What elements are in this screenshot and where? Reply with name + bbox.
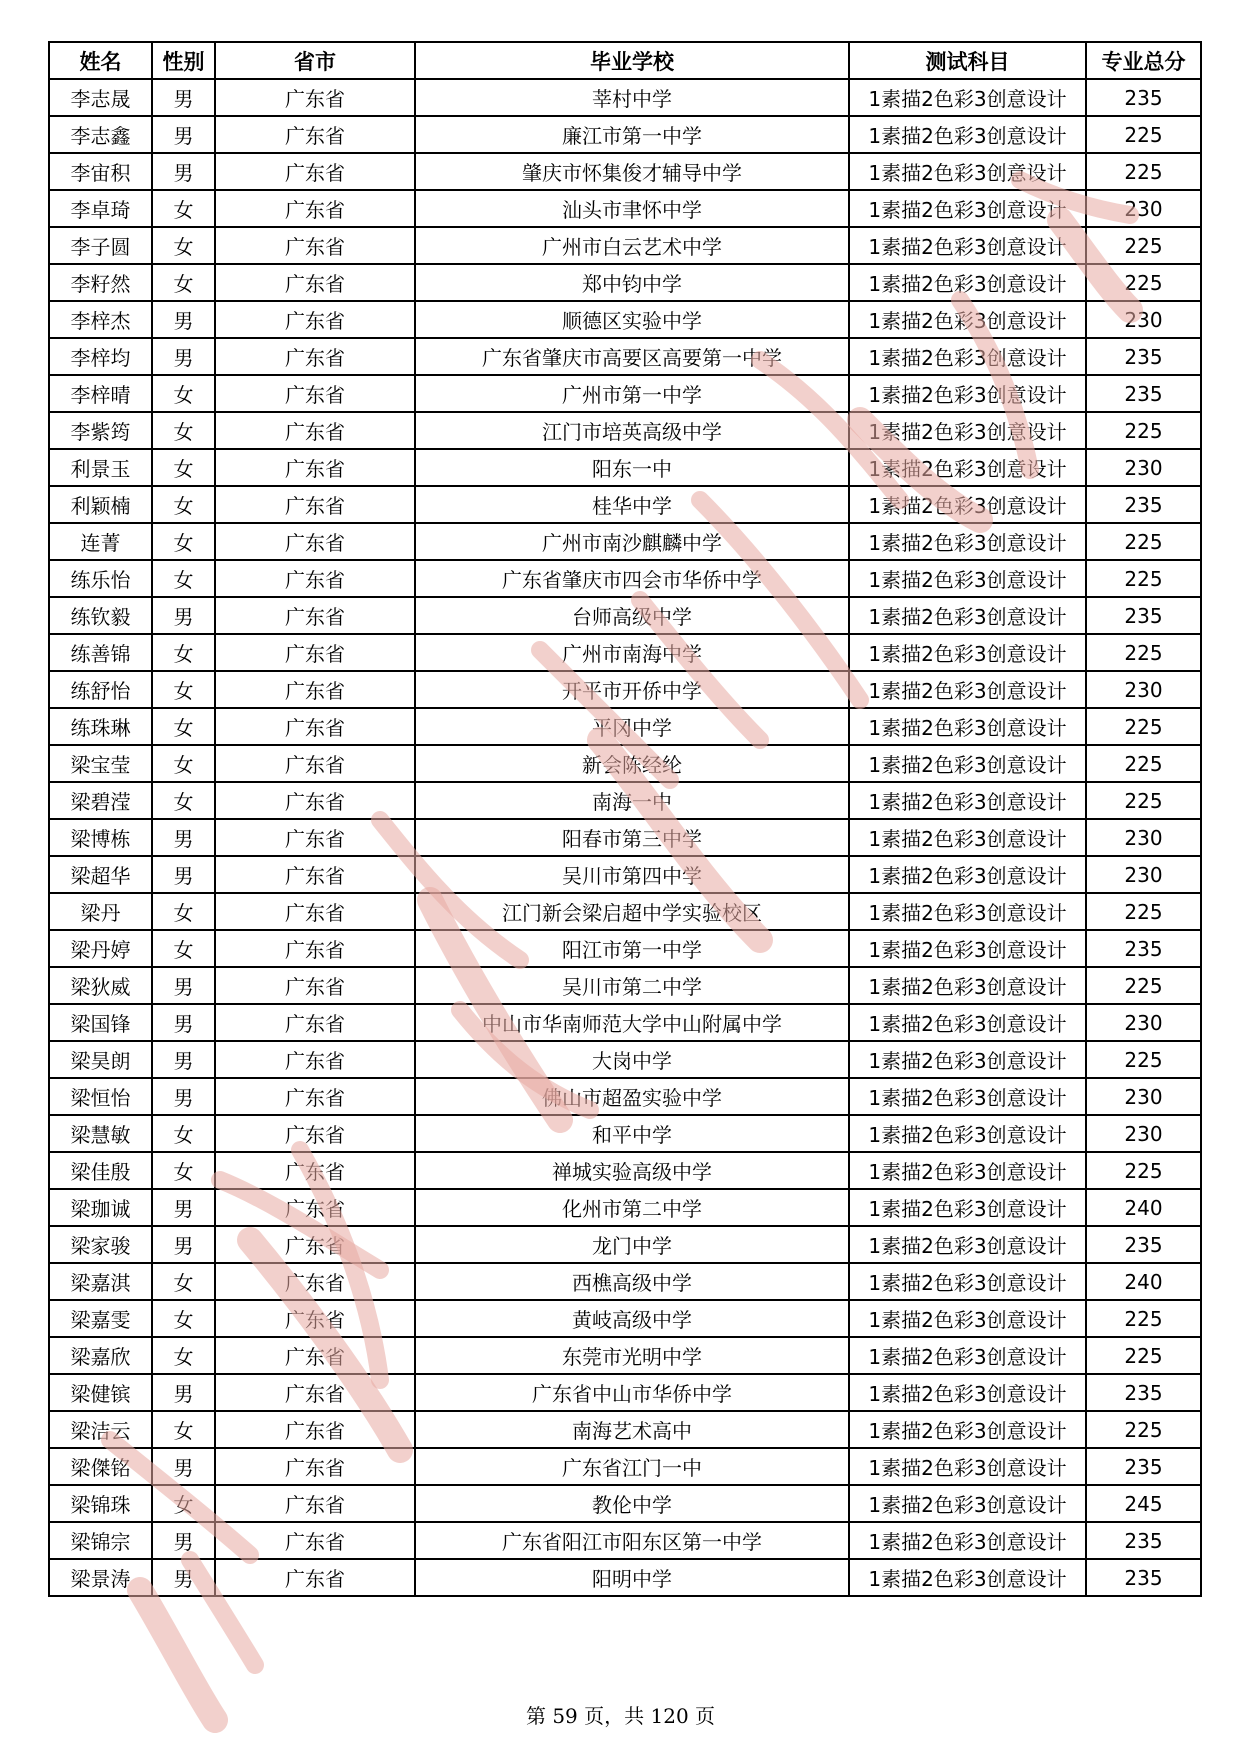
cell-name: 梁锦珠 xyxy=(49,1485,152,1522)
cell-name: 梁家骏 xyxy=(49,1226,152,1263)
cell-subject: 1素描2色彩3创意设计 xyxy=(849,1337,1086,1374)
cell-score: 235 xyxy=(1086,375,1201,412)
cell-gender: 女 xyxy=(152,486,215,523)
cell-province: 广东省 xyxy=(215,1189,415,1226)
cell-school: 广东省阳江市阳东区第一中学 xyxy=(415,1522,849,1559)
cell-province: 广东省 xyxy=(215,967,415,1004)
cell-school: 广州市南海中学 xyxy=(415,634,849,671)
cell-school: 佛山市超盈实验中学 xyxy=(415,1078,849,1115)
cell-score: 225 xyxy=(1086,1041,1201,1078)
cell-name: 李卓琦 xyxy=(49,190,152,227)
header-province: 省市 xyxy=(215,42,415,79)
cell-subject: 1素描2色彩3创意设计 xyxy=(849,893,1086,930)
cell-subject: 1素描2色彩3创意设计 xyxy=(849,1485,1086,1522)
cell-province: 广东省 xyxy=(215,1559,415,1596)
cell-province: 广东省 xyxy=(215,338,415,375)
cell-gender: 女 xyxy=(152,1300,215,1337)
table-row xyxy=(49,930,1201,967)
cell-school: 广州市南沙麒麟中学 xyxy=(415,523,849,560)
table-row xyxy=(49,1411,1201,1448)
cell-name: 梁宝莹 xyxy=(49,745,152,782)
cell-gender: 女 xyxy=(152,1411,215,1448)
cell-subject: 1素描2色彩3创意设计 xyxy=(849,597,1086,634)
cell-school: 阳春市第三中学 xyxy=(415,819,849,856)
cell-name: 梁嘉淇 xyxy=(49,1263,152,1300)
cell-score: 235 xyxy=(1086,1448,1201,1485)
cell-name: 梁狄威 xyxy=(49,967,152,1004)
table-row xyxy=(49,116,1201,153)
cell-school: 廉江市第一中学 xyxy=(415,116,849,153)
table-row xyxy=(49,1078,1201,1115)
cell-subject: 1素描2色彩3创意设计 xyxy=(849,338,1086,375)
table-row xyxy=(49,79,1201,116)
cell-name: 李志晟 xyxy=(49,79,152,116)
cell-gender: 男 xyxy=(152,301,215,338)
cell-score: 225 xyxy=(1086,153,1201,190)
cell-province: 广东省 xyxy=(215,1226,415,1263)
cell-name: 梁博栋 xyxy=(49,819,152,856)
cell-school: 吴川市第四中学 xyxy=(415,856,849,893)
cell-subject: 1素描2色彩3创意设计 xyxy=(849,560,1086,597)
cell-subject: 1素描2色彩3创意设计 xyxy=(849,486,1086,523)
cell-name: 练珠琳 xyxy=(49,708,152,745)
cell-gender: 男 xyxy=(152,1559,215,1596)
table-row xyxy=(49,264,1201,301)
cell-province: 广东省 xyxy=(215,1115,415,1152)
cell-province: 广东省 xyxy=(215,634,415,671)
cell-gender: 男 xyxy=(152,856,215,893)
cell-name: 梁碧滢 xyxy=(49,782,152,819)
cell-province: 广东省 xyxy=(215,930,415,967)
cell-school: 广东省江门一中 xyxy=(415,1448,849,1485)
table-row xyxy=(49,597,1201,634)
cell-score: 240 xyxy=(1086,1263,1201,1300)
cell-province: 广东省 xyxy=(215,1078,415,1115)
cell-score: 225 xyxy=(1086,634,1201,671)
cell-score: 235 xyxy=(1086,597,1201,634)
cell-name: 李子圆 xyxy=(49,227,152,264)
cell-school: 大岗中学 xyxy=(415,1041,849,1078)
cell-score: 225 xyxy=(1086,893,1201,930)
cell-gender: 男 xyxy=(152,1078,215,1115)
cell-province: 广东省 xyxy=(215,190,415,227)
cell-score: 235 xyxy=(1086,1522,1201,1559)
table-row xyxy=(49,190,1201,227)
cell-school: 莘村中学 xyxy=(415,79,849,116)
cell-score: 235 xyxy=(1086,79,1201,116)
cell-gender: 男 xyxy=(152,1004,215,1041)
cell-gender: 女 xyxy=(152,190,215,227)
cell-subject: 1素描2色彩3创意设计 xyxy=(849,449,1086,486)
cell-name: 李梓杰 xyxy=(49,301,152,338)
table-row xyxy=(49,449,1201,486)
cell-name: 利景玉 xyxy=(49,449,152,486)
table-row xyxy=(49,1374,1201,1411)
table-row xyxy=(49,1300,1201,1337)
cell-subject: 1素描2色彩3创意设计 xyxy=(849,301,1086,338)
cell-province: 广东省 xyxy=(215,301,415,338)
cell-score: 225 xyxy=(1086,523,1201,560)
cell-subject: 1素描2色彩3创意设计 xyxy=(849,264,1086,301)
cell-school: 南海一中 xyxy=(415,782,849,819)
admission-roster-table xyxy=(48,41,1202,1597)
cell-score: 225 xyxy=(1086,116,1201,153)
cell-school: 化州市第二中学 xyxy=(415,1189,849,1226)
cell-school: 吴川市第二中学 xyxy=(415,967,849,1004)
header-school: 毕业学校 xyxy=(415,42,849,79)
cell-gender: 男 xyxy=(152,338,215,375)
cell-gender: 女 xyxy=(152,412,215,449)
table-row xyxy=(49,1041,1201,1078)
cell-school: 龙门中学 xyxy=(415,1226,849,1263)
cell-name: 李梓晴 xyxy=(49,375,152,412)
cell-name: 梁健镔 xyxy=(49,1374,152,1411)
cell-gender: 男 xyxy=(152,1448,215,1485)
table-row xyxy=(49,708,1201,745)
cell-school: 阳明中学 xyxy=(415,1559,849,1596)
cell-school: 禅城实验高级中学 xyxy=(415,1152,849,1189)
cell-name: 梁慧敏 xyxy=(49,1115,152,1152)
cell-province: 广东省 xyxy=(215,856,415,893)
table-row xyxy=(49,301,1201,338)
cell-name: 梁锦宗 xyxy=(49,1522,152,1559)
cell-subject: 1素描2色彩3创意设计 xyxy=(849,782,1086,819)
cell-gender: 女 xyxy=(152,893,215,930)
cell-province: 广东省 xyxy=(215,264,415,301)
cell-subject: 1素描2色彩3创意设计 xyxy=(849,375,1086,412)
table-row xyxy=(49,153,1201,190)
cell-score: 225 xyxy=(1086,967,1201,1004)
cell-gender: 男 xyxy=(152,153,215,190)
cell-subject: 1素描2色彩3创意设计 xyxy=(849,856,1086,893)
cell-name: 梁嘉雯 xyxy=(49,1300,152,1337)
cell-score: 235 xyxy=(1086,1374,1201,1411)
cell-name: 梁嘉欣 xyxy=(49,1337,152,1374)
cell-school: 江门市培英高级中学 xyxy=(415,412,849,449)
cell-school: 汕头市聿怀中学 xyxy=(415,190,849,227)
cell-gender: 女 xyxy=(152,449,215,486)
cell-score: 235 xyxy=(1086,338,1201,375)
cell-subject: 1素描2色彩3创意设计 xyxy=(849,967,1086,1004)
cell-score: 230 xyxy=(1086,1078,1201,1115)
cell-score: 235 xyxy=(1086,1559,1201,1596)
cell-school: 中山市华南师范大学中山附属中学 xyxy=(415,1004,849,1041)
cell-score: 230 xyxy=(1086,671,1201,708)
cell-subject: 1素描2色彩3创意设计 xyxy=(849,190,1086,227)
cell-province: 广东省 xyxy=(215,1522,415,1559)
cell-province: 广东省 xyxy=(215,745,415,782)
cell-gender: 男 xyxy=(152,116,215,153)
cell-subject: 1素描2色彩3创意设计 xyxy=(849,1448,1086,1485)
cell-province: 广东省 xyxy=(215,1152,415,1189)
cell-gender: 女 xyxy=(152,523,215,560)
cell-subject: 1素描2色彩3创意设计 xyxy=(849,79,1086,116)
cell-subject: 1素描2色彩3创意设计 xyxy=(849,671,1086,708)
table-row xyxy=(49,227,1201,264)
cell-school: 和平中学 xyxy=(415,1115,849,1152)
cell-province: 广东省 xyxy=(215,1004,415,1041)
cell-subject: 1素描2色彩3创意设计 xyxy=(849,1374,1086,1411)
table-header-row xyxy=(49,42,1201,79)
cell-school: 江门新会梁启超中学实验校区 xyxy=(415,893,849,930)
cell-province: 广东省 xyxy=(215,449,415,486)
table-row xyxy=(49,1189,1201,1226)
cell-score: 230 xyxy=(1086,301,1201,338)
cell-name: 梁丹 xyxy=(49,893,152,930)
header-subject: 测试科目 xyxy=(849,42,1086,79)
table-row xyxy=(49,338,1201,375)
cell-name: 李紫筠 xyxy=(49,412,152,449)
cell-subject: 1素描2色彩3创意设计 xyxy=(849,1263,1086,1300)
cell-name: 连菁 xyxy=(49,523,152,560)
cell-gender: 男 xyxy=(152,819,215,856)
cell-subject: 1素描2色彩3创意设计 xyxy=(849,412,1086,449)
cell-gender: 女 xyxy=(152,227,215,264)
cell-province: 广东省 xyxy=(215,79,415,116)
table-row xyxy=(49,560,1201,597)
cell-school: 广东省肇庆市高要区高要第一中学 xyxy=(415,338,849,375)
cell-school: 开平市开侨中学 xyxy=(415,671,849,708)
cell-province: 广东省 xyxy=(215,375,415,412)
cell-gender: 男 xyxy=(152,967,215,1004)
cell-province: 广东省 xyxy=(215,1411,415,1448)
cell-gender: 女 xyxy=(152,634,215,671)
header-gender: 性别 xyxy=(152,42,215,79)
cell-score: 225 xyxy=(1086,1411,1201,1448)
cell-province: 广东省 xyxy=(215,1041,415,1078)
cell-subject: 1素描2色彩3创意设计 xyxy=(849,1041,1086,1078)
cell-subject: 1素描2色彩3创意设计 xyxy=(849,745,1086,782)
cell-school: 郑中钧中学 xyxy=(415,264,849,301)
header-score: 专业总分 xyxy=(1086,42,1201,79)
cell-name: 梁国锋 xyxy=(49,1004,152,1041)
table-row xyxy=(49,782,1201,819)
table-row xyxy=(49,819,1201,856)
cell-subject: 1素描2色彩3创意设计 xyxy=(849,1522,1086,1559)
cell-school: 桂华中学 xyxy=(415,486,849,523)
cell-score: 225 xyxy=(1086,782,1201,819)
cell-province: 广东省 xyxy=(215,560,415,597)
cell-subject: 1素描2色彩3创意设计 xyxy=(849,930,1086,967)
table-row xyxy=(49,1448,1201,1485)
cell-score: 225 xyxy=(1086,1152,1201,1189)
cell-subject: 1素描2色彩3创意设计 xyxy=(849,227,1086,264)
table-row xyxy=(49,375,1201,412)
cell-name: 李志鑫 xyxy=(49,116,152,153)
cell-score: 240 xyxy=(1086,1189,1201,1226)
cell-subject: 1素描2色彩3创意设计 xyxy=(849,523,1086,560)
cell-gender: 女 xyxy=(152,1337,215,1374)
cell-gender: 男 xyxy=(152,1522,215,1559)
table-row xyxy=(49,1004,1201,1041)
cell-province: 广东省 xyxy=(215,1337,415,1374)
cell-school: 肇庆市怀集俊才辅导中学 xyxy=(415,153,849,190)
cell-gender: 男 xyxy=(152,1374,215,1411)
cell-name: 梁傑铭 xyxy=(49,1448,152,1485)
cell-gender: 女 xyxy=(152,782,215,819)
cell-gender: 男 xyxy=(152,79,215,116)
cell-province: 广东省 xyxy=(215,1263,415,1300)
table-row xyxy=(49,1522,1201,1559)
table-row xyxy=(49,893,1201,930)
cell-gender: 女 xyxy=(152,708,215,745)
cell-province: 广东省 xyxy=(215,1448,415,1485)
cell-school: 台师高级中学 xyxy=(415,597,849,634)
cell-school: 教伦中学 xyxy=(415,1485,849,1522)
cell-score: 230 xyxy=(1086,1115,1201,1152)
cell-province: 广东省 xyxy=(215,1485,415,1522)
cell-subject: 1素描2色彩3创意设计 xyxy=(849,819,1086,856)
cell-school: 广州市第一中学 xyxy=(415,375,849,412)
cell-name: 练钦毅 xyxy=(49,597,152,634)
cell-province: 广东省 xyxy=(215,412,415,449)
cell-subject: 1素描2色彩3创意设计 xyxy=(849,1300,1086,1337)
cell-school: 黄岐高级中学 xyxy=(415,1300,849,1337)
cell-gender: 男 xyxy=(152,1226,215,1263)
cell-subject: 1素描2色彩3创意设计 xyxy=(849,634,1086,671)
table-row xyxy=(49,745,1201,782)
cell-school: 新会陈经纶 xyxy=(415,745,849,782)
cell-subject: 1素描2色彩3创意设计 xyxy=(849,1004,1086,1041)
cell-province: 广东省 xyxy=(215,782,415,819)
cell-name: 梁丹婷 xyxy=(49,930,152,967)
cell-name: 李籽然 xyxy=(49,264,152,301)
cell-province: 广东省 xyxy=(215,486,415,523)
cell-name: 练善锦 xyxy=(49,634,152,671)
table-row xyxy=(49,856,1201,893)
cell-province: 广东省 xyxy=(215,1300,415,1337)
cell-name: 李梓均 xyxy=(49,338,152,375)
cell-subject: 1素描2色彩3创意设计 xyxy=(849,708,1086,745)
cell-gender: 女 xyxy=(152,375,215,412)
cell-gender: 女 xyxy=(152,745,215,782)
table-row xyxy=(49,486,1201,523)
cell-name: 练舒怡 xyxy=(49,671,152,708)
cell-gender: 女 xyxy=(152,1115,215,1152)
cell-subject: 1素描2色彩3创意设计 xyxy=(849,1226,1086,1263)
table-row xyxy=(49,412,1201,449)
cell-school: 广东省中山市华侨中学 xyxy=(415,1374,849,1411)
table-row xyxy=(49,1226,1201,1263)
cell-gender: 女 xyxy=(152,560,215,597)
cell-score: 225 xyxy=(1086,412,1201,449)
cell-score: 230 xyxy=(1086,819,1201,856)
cell-subject: 1素描2色彩3创意设计 xyxy=(849,1411,1086,1448)
cell-score: 225 xyxy=(1086,745,1201,782)
cell-province: 广东省 xyxy=(215,819,415,856)
cell-score: 230 xyxy=(1086,856,1201,893)
cell-score: 230 xyxy=(1086,190,1201,227)
cell-province: 广东省 xyxy=(215,671,415,708)
cell-province: 广东省 xyxy=(215,1374,415,1411)
cell-score: 225 xyxy=(1086,1337,1201,1374)
cell-score: 230 xyxy=(1086,449,1201,486)
cell-gender: 女 xyxy=(152,930,215,967)
cell-school: 南海艺术高中 xyxy=(415,1411,849,1448)
table-row xyxy=(49,1115,1201,1152)
cell-name: 李宙积 xyxy=(49,153,152,190)
cell-name: 利颖楠 xyxy=(49,486,152,523)
table-row xyxy=(49,1337,1201,1374)
table-row xyxy=(49,1559,1201,1596)
cell-province: 广东省 xyxy=(215,893,415,930)
cell-school: 阳东一中 xyxy=(415,449,849,486)
cell-subject: 1素描2色彩3创意设计 xyxy=(849,116,1086,153)
cell-subject: 1素描2色彩3创意设计 xyxy=(849,1559,1086,1596)
header-name: 姓名 xyxy=(49,42,152,79)
cell-province: 广东省 xyxy=(215,153,415,190)
table-row xyxy=(49,967,1201,1004)
cell-gender: 男 xyxy=(152,1041,215,1078)
cell-name: 练乐怡 xyxy=(49,560,152,597)
cell-score: 225 xyxy=(1086,1300,1201,1337)
cell-gender: 男 xyxy=(152,597,215,634)
cell-subject: 1素描2色彩3创意设计 xyxy=(849,1189,1086,1226)
cell-subject: 1素描2色彩3创意设计 xyxy=(849,1115,1086,1152)
cell-score: 225 xyxy=(1086,227,1201,264)
page-number-footer: 第 59 页，共 120 页 xyxy=(525,1704,716,1728)
cell-name: 梁昊朗 xyxy=(49,1041,152,1078)
cell-province: 广东省 xyxy=(215,597,415,634)
cell-gender: 女 xyxy=(152,1152,215,1189)
cell-score: 225 xyxy=(1086,708,1201,745)
cell-name: 梁恒怡 xyxy=(49,1078,152,1115)
cell-gender: 女 xyxy=(152,264,215,301)
cell-province: 广东省 xyxy=(215,708,415,745)
cell-subject: 1素描2色彩3创意设计 xyxy=(849,153,1086,190)
cell-school: 广州市白云艺术中学 xyxy=(415,227,849,264)
cell-school: 阳江市第一中学 xyxy=(415,930,849,967)
cell-gender: 女 xyxy=(152,671,215,708)
cell-name: 梁景涛 xyxy=(49,1559,152,1596)
cell-name: 梁珈诚 xyxy=(49,1189,152,1226)
cell-name: 梁佳殷 xyxy=(49,1152,152,1189)
cell-school: 广东省肇庆市四会市华侨中学 xyxy=(415,560,849,597)
cell-school: 西樵高级中学 xyxy=(415,1263,849,1300)
table-row xyxy=(49,523,1201,560)
cell-subject: 1素描2色彩3创意设计 xyxy=(849,1078,1086,1115)
cell-score: 235 xyxy=(1086,930,1201,967)
cell-name: 梁超华 xyxy=(49,856,152,893)
cell-score: 225 xyxy=(1086,264,1201,301)
cell-school: 东莞市光明中学 xyxy=(415,1337,849,1374)
cell-school: 顺德区实验中学 xyxy=(415,301,849,338)
cell-province: 广东省 xyxy=(215,227,415,264)
table-row xyxy=(49,1485,1201,1522)
cell-score: 235 xyxy=(1086,1226,1201,1263)
cell-province: 广东省 xyxy=(215,116,415,153)
cell-score: 225 xyxy=(1086,560,1201,597)
table-row xyxy=(49,634,1201,671)
cell-gender: 男 xyxy=(152,1189,215,1226)
table-row xyxy=(49,671,1201,708)
cell-gender: 女 xyxy=(152,1485,215,1522)
table-row xyxy=(49,1152,1201,1189)
table-row xyxy=(49,1263,1201,1300)
cell-name: 梁洁云 xyxy=(49,1411,152,1448)
cell-subject: 1素描2色彩3创意设计 xyxy=(849,1152,1086,1189)
table-body xyxy=(49,79,1201,1596)
cell-school: 平冈中学 xyxy=(415,708,849,745)
cell-score: 245 xyxy=(1086,1485,1201,1522)
cell-score: 230 xyxy=(1086,1004,1201,1041)
cell-score: 235 xyxy=(1086,486,1201,523)
cell-province: 广东省 xyxy=(215,523,415,560)
cell-gender: 女 xyxy=(152,1263,215,1300)
